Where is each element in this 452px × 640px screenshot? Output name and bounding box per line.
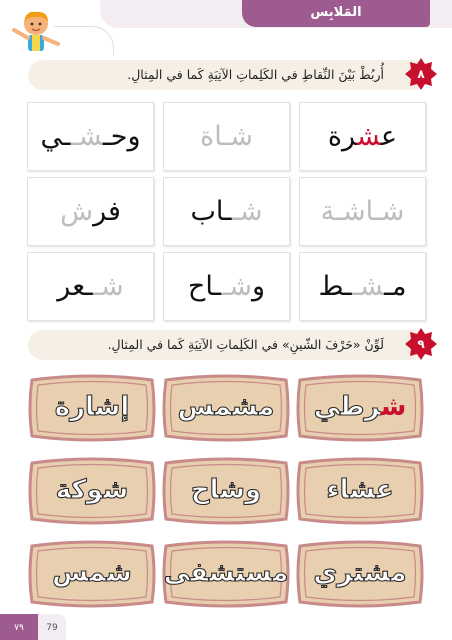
- exercise-8-number: ٨: [417, 67, 425, 81]
- trace-word: شــاب: [190, 196, 263, 227]
- coloring-plaque[interactable]: [28, 538, 156, 610]
- exercise-9-instruction: لَوِّنْ «حَرْفَ الشّينِ» في الكَلِماتِ الآتِيَةِ كَما في المِثالِ.: [107, 337, 384, 352]
- coloring-plaque[interactable]: [28, 372, 156, 444]
- trace-word: مـشــط: [318, 271, 407, 302]
- coloring-plaque[interactable]: [162, 538, 290, 610]
- coloring-plaque[interactable]: [162, 455, 290, 527]
- coloring-word: مشمس: [177, 392, 275, 422]
- coloring-plaque[interactable]: [296, 538, 424, 610]
- exercise-8-instruction: أُربُطْ بَيْنَ النِّقاطِ في الكَلِماتِ الآتِيَةِ كَما في المِثالِ.: [127, 67, 384, 82]
- trace-card[interactable]: [163, 252, 290, 321]
- trace-card[interactable]: [163, 102, 290, 171]
- chapter-title: المَلابِس: [242, 0, 430, 27]
- trace-card[interactable]: [299, 102, 426, 171]
- trace-card[interactable]: [299, 177, 426, 246]
- trace-word: شـاة: [200, 121, 253, 152]
- trace-word: شــعر: [57, 271, 124, 302]
- exercise-9-number: ٩: [417, 337, 425, 351]
- coloring-plaque[interactable]: [296, 455, 424, 527]
- page-number-latin: 79: [38, 614, 66, 640]
- exercise-8-grid: [26, 102, 426, 322]
- coloring-word: شرطي: [313, 392, 407, 422]
- coloring-plaque[interactable]: [28, 455, 156, 527]
- coloring-word: إشارة: [54, 392, 130, 422]
- coloring-plaque[interactable]: [296, 372, 424, 444]
- page-number-arabic: ٧٩: [0, 614, 38, 640]
- trace-card[interactable]: [163, 177, 290, 246]
- trace-card[interactable]: [299, 252, 426, 321]
- trace-card[interactable]: [27, 252, 154, 321]
- exercise-8-number-badge: [404, 57, 438, 91]
- coloring-word: مستشفى: [163, 558, 289, 588]
- exercise-8-instruction-bar: [28, 60, 426, 90]
- exercise-9-number-badge: [404, 327, 438, 361]
- coloring-word: وشاح: [190, 475, 262, 505]
- trace-word: شـاشـة: [320, 196, 405, 227]
- boy-mascot-icon: [6, 10, 64, 56]
- coloring-word: مشتري: [313, 558, 407, 588]
- trace-word: وشــاح: [187, 271, 266, 302]
- trace-word: عشرة: [327, 121, 398, 152]
- trace-word: وحـشــي: [40, 121, 141, 152]
- coloring-word: شوكة: [55, 475, 129, 505]
- coloring-word: شمس: [52, 558, 132, 588]
- coloring-word: عشاء: [326, 475, 394, 505]
- trace-card[interactable]: [27, 177, 154, 246]
- coloring-plaque[interactable]: [162, 372, 290, 444]
- trace-word: فرش: [60, 196, 121, 227]
- trace-card[interactable]: [27, 102, 154, 171]
- exercise-9-instruction-bar: [28, 330, 426, 360]
